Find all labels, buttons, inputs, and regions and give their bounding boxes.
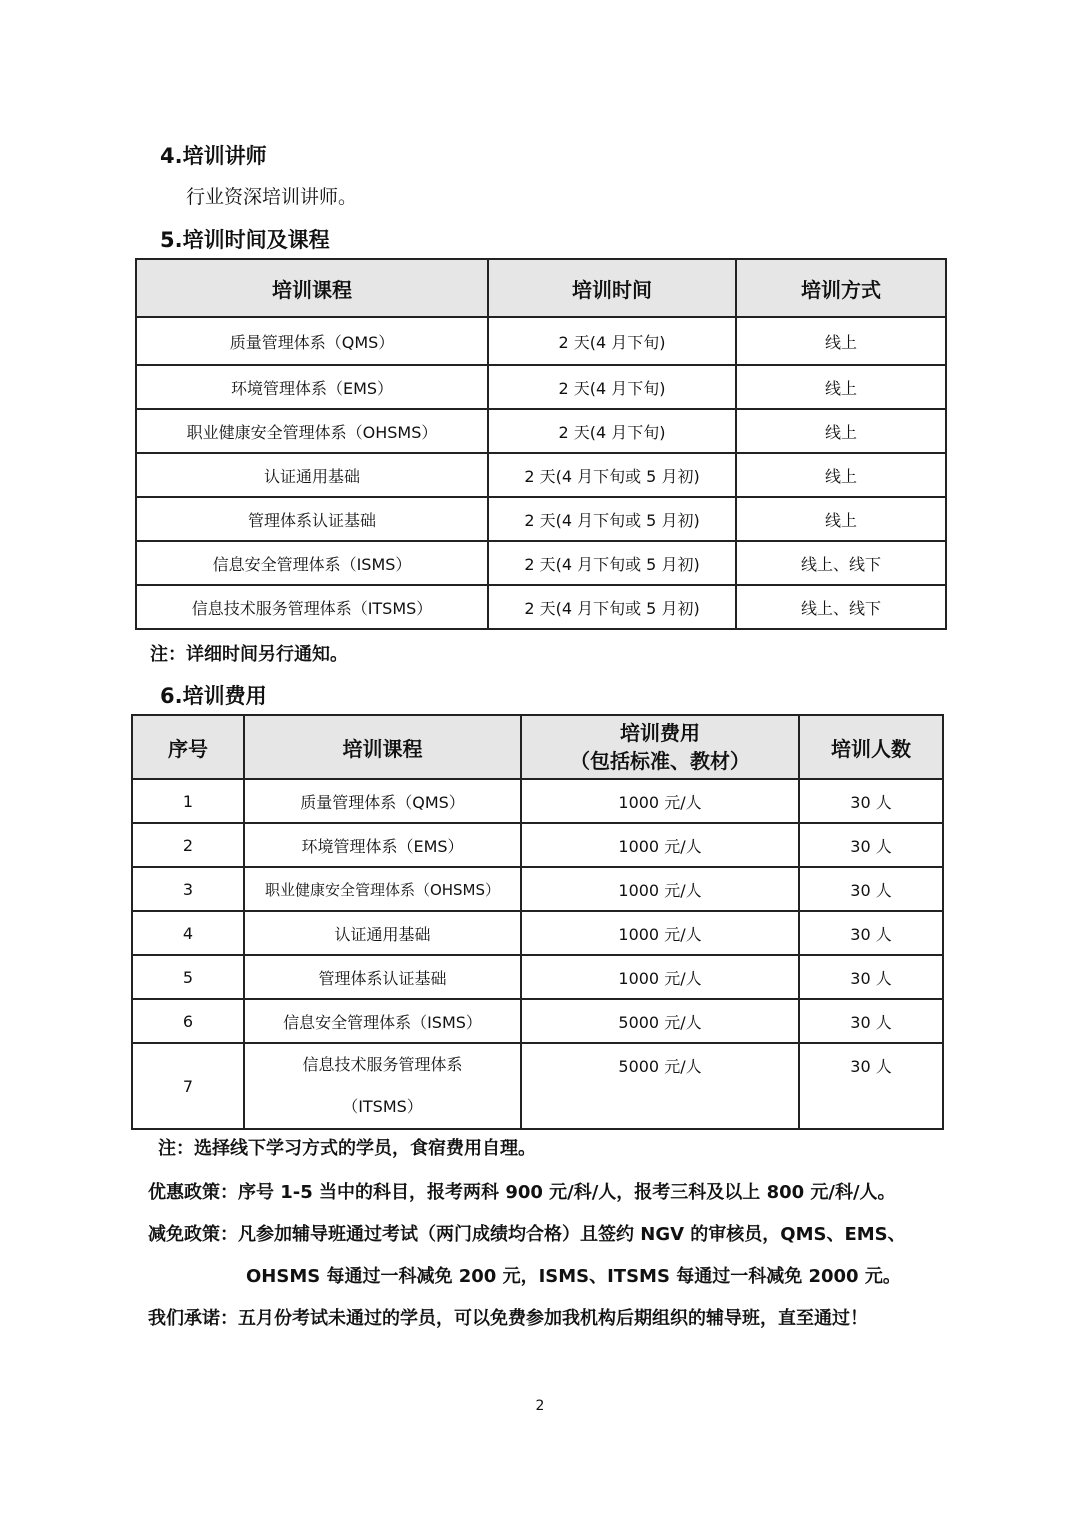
count-cell: 30 人 <box>799 823 943 867</box>
course-cell: 环境管理体系（EMS） <box>244 823 521 867</box>
mode-cell: 线上、线下 <box>736 585 946 629</box>
table-row <box>132 955 943 999</box>
header-course: 培训课程 <box>244 715 521 779</box>
table-row <box>132 779 943 823</box>
table-row <box>136 365 946 409</box>
header-fee-line1: 培训费用 <box>620 721 700 745</box>
page-number: 2 <box>535 1398 545 1414</box>
section6-title: 6.培训费用 <box>160 684 267 708</box>
no-cell: 3 <box>132 867 244 911</box>
no-cell: 7 <box>132 1043 244 1129</box>
course-cell: 认证通用基础 <box>136 453 488 497</box>
header-course: 培训课程 <box>136 259 488 317</box>
fee-cell: 5000 元/人 <box>521 1043 799 1129</box>
mode-cell: 线上 <box>736 453 946 497</box>
course-cell: 管理体系认证基础 <box>244 955 521 999</box>
count-cell: 30 人 <box>799 955 943 999</box>
fee-note: 注：选择线下学习方式的学员，食宿费用自理。 <box>158 1138 536 1159</box>
schedule-header-row <box>136 259 946 317</box>
course-cell: 信息技术服务管理体系（ITSMS） <box>136 585 488 629</box>
table-row <box>132 867 943 911</box>
time-cell: 2 天(4 月下旬或 5 月初) <box>488 541 736 585</box>
course-cell: 信息安全管理体系（ISMS） <box>244 999 521 1043</box>
course-cell: 职业健康安全管理体系（OHSMS） <box>136 409 488 453</box>
course-line2: （ITSMS） <box>342 1097 423 1116</box>
table-row <box>136 409 946 453</box>
table-row <box>132 999 943 1043</box>
fee-cell: 1000 元/人 <box>521 823 799 867</box>
promise-text: 我们承诺：五月份考试未通过的学员，可以免费参加我机构后期组织的辅导班，直至通过！ <box>148 1308 868 1329</box>
header-count: 培训人数 <box>799 715 943 779</box>
time-cell: 2 天(4 月下旬) <box>488 317 736 365</box>
count-cell: 30 人 <box>799 867 943 911</box>
course-line1: 信息技术服务管理体系 <box>302 1055 463 1074</box>
no-cell: 6 <box>132 999 244 1043</box>
no-cell: 1 <box>132 779 244 823</box>
count-cell: 30 人 <box>799 911 943 955</box>
no-cell: 5 <box>132 955 244 999</box>
no-cell: 4 <box>132 911 244 955</box>
course-cell: 信息安全管理体系（ISMS） <box>136 541 488 585</box>
fee-table <box>131 714 944 1130</box>
header-mode: 培训方式 <box>736 259 946 317</box>
table-row <box>136 317 946 365</box>
header-no: 序号 <box>132 715 244 779</box>
table-row <box>132 911 943 955</box>
course-cell: 职业健康安全管理体系（OHSMS） <box>244 867 521 911</box>
count-cell: 30 人 <box>799 779 943 823</box>
discount-policy: 优惠政策：序号 1-5 当中的科目，报考两科 900 元/科/人，报考三科及以上 800 元/科/人。 <box>148 1182 896 1203</box>
time-cell: 2 天(4 月下旬或 5 月初) <box>488 585 736 629</box>
course-cell <box>244 1043 521 1129</box>
waiver-policy-line2: OHSMS 每通过一科减免 200 元，ISMS、ITSMS 每通过一科减免 2000 元。 <box>246 1266 901 1287</box>
course-cell: 质量管理体系（QMS） <box>136 317 488 365</box>
table-row <box>136 453 946 497</box>
table-row <box>132 1043 943 1129</box>
waiver-policy-line1: 减免政策：凡参加辅导班通过考试（两门成绩均合格）且签约 NGV 的审核员，QMS、EMS、 <box>148 1224 906 1245</box>
course-cell: 管理体系认证基础 <box>136 497 488 541</box>
fee-cell: 5000 元/人 <box>521 999 799 1043</box>
section5-title: 5.培训时间及课程 <box>160 228 330 252</box>
mode-cell: 线上 <box>736 409 946 453</box>
table-row <box>136 585 946 629</box>
fee-cell: 1000 元/人 <box>521 779 799 823</box>
schedule-note: 注：详细时间另行通知。 <box>150 644 348 665</box>
no-cell: 2 <box>132 823 244 867</box>
table-row <box>132 823 943 867</box>
section4-body: 行业资深培训讲师。 <box>186 186 358 208</box>
time-cell: 2 天(4 月下旬或 5 月初) <box>488 497 736 541</box>
time-cell: 2 天(4 月下旬) <box>488 365 736 409</box>
time-cell: 2 天(4 月下旬) <box>488 409 736 453</box>
table-row <box>136 497 946 541</box>
mode-cell: 线上 <box>736 317 946 365</box>
count-cell: 30 人 <box>799 1043 943 1129</box>
course-cell: 质量管理体系（QMS） <box>244 779 521 823</box>
fee-cell: 1000 元/人 <box>521 955 799 999</box>
course-cell: 认证通用基础 <box>244 911 521 955</box>
header-fee <box>521 715 799 779</box>
fee-cell: 1000 元/人 <box>521 911 799 955</box>
table-row <box>136 541 946 585</box>
fee-cell: 1000 元/人 <box>521 867 799 911</box>
mode-cell: 线上 <box>736 497 946 541</box>
time-cell: 2 天(4 月下旬或 5 月初) <box>488 453 736 497</box>
schedule-table <box>135 258 947 630</box>
mode-cell: 线上 <box>736 365 946 409</box>
header-fee-line2: （包括标准、教材） <box>570 749 750 773</box>
course-cell: 环境管理体系（EMS） <box>136 365 488 409</box>
mode-cell: 线上、线下 <box>736 541 946 585</box>
fee-header-row <box>132 715 943 779</box>
header-time: 培训时间 <box>488 259 736 317</box>
section4-title: 4.培训讲师 <box>160 144 267 168</box>
count-cell: 30 人 <box>799 999 943 1043</box>
